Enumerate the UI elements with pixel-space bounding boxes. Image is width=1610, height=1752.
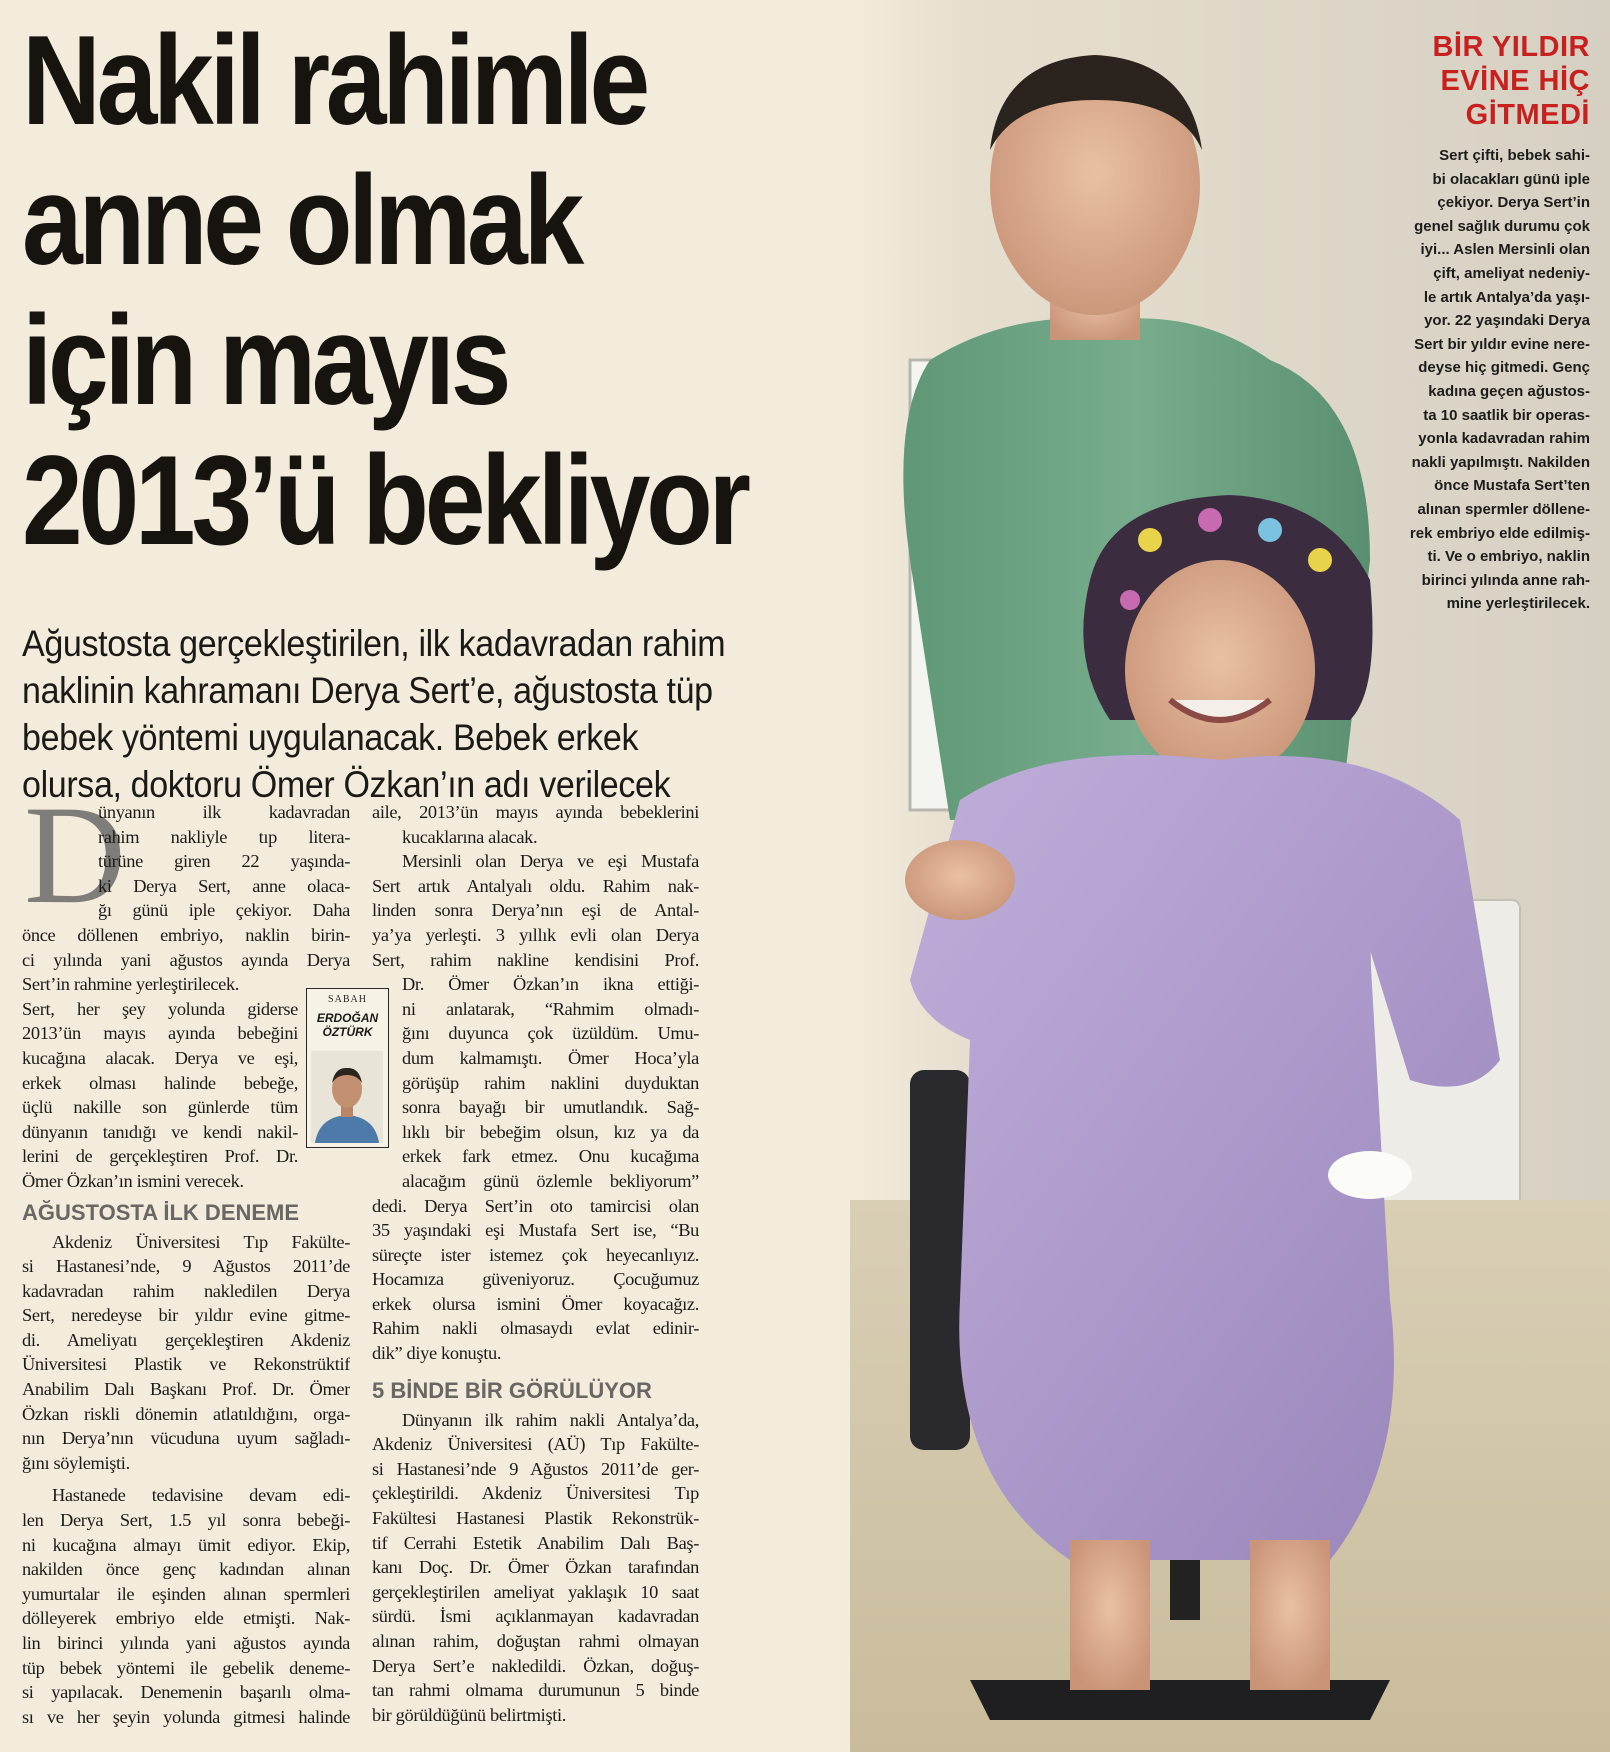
body-line: kucaklarına alacak. bbox=[402, 826, 538, 847]
sidebar-line: birinci yılında anne rah- bbox=[1421, 571, 1590, 589]
body-line: nın Derya’nın vücuduna uyum sağladı- bbox=[22, 1428, 350, 1449]
sidebar-title-line: GİTMEDİ bbox=[1465, 99, 1590, 131]
body-line: si Hastanesi’nde, 9 Ağustos 2011’de bbox=[22, 1256, 350, 1277]
body-line: önce döllenen embriyo, naklin birin- bbox=[22, 924, 350, 945]
headline-line: Nakil rahimle bbox=[22, 9, 647, 151]
body-line: tan rahmi olmama durumunun 5 binde bbox=[372, 1680, 699, 1701]
body-line: kadavradan rahim nakledilen Derya bbox=[22, 1280, 350, 1301]
body-line: dölleyerek embriyo elde etmişti. Nak- bbox=[22, 1608, 350, 1629]
headline-line: anne olmak bbox=[22, 149, 580, 291]
body-line: ci yılında yani ağustos ayında Derya bbox=[22, 949, 350, 970]
body-line: bir görüldüğünü belirtmişti. bbox=[372, 1704, 567, 1725]
body-line: Sert, her şey yolunda giderse bbox=[22, 998, 298, 1019]
article-column-2 bbox=[372, 800, 699, 1727]
subheadline-line: naklinin kahramanı Derya Sert’e, ağustosta tüp bbox=[22, 670, 713, 711]
sidebar-line: kadına geçen ağustos- bbox=[1428, 382, 1590, 400]
columnist-name bbox=[307, 1011, 388, 1039]
sidebar-line: nakli yapılmıştı. Nakilden bbox=[1411, 453, 1590, 471]
sidebar-title-line: EVİNE HİÇ bbox=[1440, 65, 1590, 97]
sidebar-line: Sert çifti, bebek sahi- bbox=[1439, 147, 1590, 164]
body-line: Sert artık Antalyalı oldu. Rahim nak- bbox=[372, 875, 699, 896]
sidebar-line: ta 10 saatlik bir operas- bbox=[1423, 406, 1590, 424]
body-line: Özkan riskli dönemin atlatıldığını, orga- bbox=[22, 1403, 350, 1424]
body-line: sürdü. İsmi açıklanmayan kadavradan bbox=[372, 1606, 699, 1627]
body-line: dik” diye konuştu. bbox=[372, 1343, 502, 1364]
body-line: ni kucağına almayı ümit ediyor. Ekip, bbox=[22, 1534, 350, 1555]
body-line: ğı günü iple çekiyor. Daha bbox=[98, 900, 350, 921]
columnist-publication: SABAH bbox=[328, 994, 367, 1005]
body-line: Akdeniz Üniversitesi (AÜ) Tıp Fakülte- bbox=[372, 1434, 699, 1455]
sidebar-line: Sert bir yıldır evine nere- bbox=[1414, 335, 1590, 353]
body-line: Fakültesi Hastanesi Plastik Rekonstrük- bbox=[372, 1508, 699, 1529]
headline-line: için mayıs bbox=[22, 289, 508, 431]
sidebar-line: alınan spermler döllene- bbox=[1417, 500, 1590, 518]
body-line: Anabilim Dalı Başkanı Prof. Dr. Ömer bbox=[22, 1379, 350, 1400]
headline-line: 2013’ü bekliyor bbox=[22, 429, 747, 571]
sidebar-body bbox=[1350, 144, 1590, 616]
article-column-1 bbox=[22, 800, 350, 1729]
body-line: rahim nakliyle tıp litera- bbox=[98, 826, 350, 847]
columnist-name-line: ÖZTÜRK bbox=[322, 1025, 373, 1039]
body-line: lıklı bir bebeğim olsun, kız ya da bbox=[402, 1121, 699, 1142]
body-line: len Derya Sert, 1.5 yıl sonra bebeği- bbox=[22, 1510, 350, 1531]
body-line: ni anlatarak, “Rahmim olmadı- bbox=[402, 998, 699, 1019]
body-line: di. Ameliyatı gerçekleştiren Akdeniz bbox=[22, 1329, 350, 1350]
sidebar-line: çift, ameliyat nedeniy- bbox=[1433, 264, 1590, 282]
body-line: nakilden önce genç kadından alınan bbox=[22, 1559, 350, 1580]
body-line: görüşüp rahim naklini duyduktan bbox=[402, 1072, 699, 1093]
body-line: sonra bayağı bir umutlandık. Sağ- bbox=[402, 1097, 699, 1118]
body-line: tif Cerrahi Estetik Anabilim Dalı Baş- bbox=[372, 1532, 699, 1553]
body-line: aile, 2013’ün mayıs ayında bebeklerini bbox=[372, 802, 699, 822]
body-line: dum kalmamıştı. Ömer Hoca’yla bbox=[402, 1047, 699, 1068]
body-line: ğını duyunca çok üzüldüm. Umu- bbox=[402, 1023, 699, 1044]
body-line: ya’ya yerleşti. 3 yıllık evli olan Derya bbox=[372, 924, 699, 945]
sidebar-line: yor. 22 yaşındaki Derya bbox=[1424, 312, 1590, 330]
body-line: Sert, rahim nakline kendisini Prof. bbox=[372, 949, 699, 970]
subheadline-line: Ağustosta gerçekleştirilen, ilk kadavradan rahim bbox=[22, 623, 726, 664]
body-line: türüne giren 22 yaşında- bbox=[98, 851, 350, 872]
body-line: Akdeniz Üniversitesi Tıp Fakülte- bbox=[52, 1231, 350, 1252]
body-line: 2013’ün mayıs ayında bebeğini bbox=[22, 1023, 298, 1044]
body-line: süreçte ister istemez çok heyecanlıyız. bbox=[372, 1244, 699, 1265]
sidebar-line: önce Mustafa Sert’ten bbox=[1434, 477, 1590, 495]
sidebar-line: le artık Antalya’da yaşı- bbox=[1423, 288, 1590, 306]
body-line: Hastanede tedavisine devam edi- bbox=[52, 1485, 350, 1506]
section-heading: 5 BİNDE BİR GÖRÜLÜYOR bbox=[372, 1377, 652, 1403]
columnist-box bbox=[306, 988, 389, 1148]
sidebar-line: bi olacakları günü iple bbox=[1432, 170, 1590, 188]
body-line: yumurtalar ile eşinden alınan spermleri bbox=[22, 1583, 350, 1604]
body-line: alacağım günü özlemle bekliyorum” bbox=[402, 1170, 699, 1191]
sidebar-line: genel sağlık durumu çok bbox=[1414, 217, 1590, 235]
body-line: alınan rahim, doğuştan rahmi olmayan bbox=[372, 1631, 699, 1651]
body-line: Mersinli olan Derya ve eşi Mustafa bbox=[402, 851, 699, 872]
body-line: sı ve her şeyin yolunda gitmesi halinde bbox=[22, 1706, 350, 1727]
sidebar-box bbox=[1350, 30, 1590, 616]
headline bbox=[22, 10, 902, 570]
body-line: dedi. Derya Sert’in oto tamircisi olan bbox=[372, 1195, 699, 1216]
body-line: gerçekleştirilen ameliyat yaklaşık 10 saat bbox=[372, 1581, 699, 1602]
sidebar-line: yonla kadavradan rahim bbox=[1418, 430, 1590, 448]
body-line: erkek olması halinde bebeğe, bbox=[22, 1072, 298, 1093]
body-line: Rahim nakli olmasaydı evlat edinir- bbox=[372, 1318, 699, 1339]
body-line: Hocamıza güveniyoruz. Çocuğumuz bbox=[372, 1269, 699, 1290]
body-line: üçlü nakille son günlerde tüm bbox=[22, 1097, 298, 1118]
subheadline-line: olursa, doktoru Ömer Özkan’ın adı verilecek bbox=[22, 764, 671, 805]
body-line: ünyanın ilk kadavradan bbox=[98, 802, 350, 822]
body-line: si Hastanesi’nde 9 Ağustos 2011’de ger- bbox=[372, 1458, 699, 1479]
body-line: lin birinci yılında yani ağustos ayında bbox=[22, 1633, 350, 1653]
body-line: tüp bebek yöntemi ile gebelik deneme- bbox=[22, 1657, 350, 1678]
section-heading: AĞUSTOSTA İLK DENEME bbox=[22, 1199, 300, 1225]
body-line: Derya Sert’e nakledildi. Özkan, doğuş- bbox=[372, 1655, 699, 1676]
subheadline bbox=[22, 620, 802, 808]
sidebar-line: ti. Ve o embriyo, naklin bbox=[1427, 548, 1590, 566]
body-line: ki Derya Sert, anne olaca- bbox=[98, 875, 350, 896]
body-line: linden sonra Derya’nın eşi de Antal- bbox=[372, 900, 699, 921]
drop-cap: D bbox=[24, 777, 126, 933]
body-line: si yapılacak. Denemenin başarılı olma- bbox=[22, 1682, 350, 1703]
body-line: kanı Doç. Dr. Ömer Özkan tarafından bbox=[372, 1557, 699, 1578]
body-line: çekleştirildi. Akdeniz Üniversitesi Tıp bbox=[372, 1483, 699, 1504]
columnist-portrait bbox=[311, 1051, 383, 1143]
sidebar-title bbox=[1350, 30, 1590, 132]
body-line: Ömer Özkan’ın ismini verecek. bbox=[22, 1170, 244, 1191]
body-line: kucağına alacak. Derya ve eşi, bbox=[22, 1047, 298, 1068]
body-line: erkek olursa ismini Ömer koyacağız. bbox=[372, 1293, 699, 1314]
columnist-name-line: ERDOĞAN bbox=[316, 1011, 379, 1025]
body-line: dünyanın tanıdığı ve kendi nakil- bbox=[22, 1121, 298, 1142]
sidebar-line: çekiyor. Derya Sert’in bbox=[1437, 194, 1590, 212]
body-line: ğını söylemişti. bbox=[22, 1452, 130, 1473]
sidebar-title-line: BİR YILDIR bbox=[1432, 31, 1590, 63]
body-line: Sert’in rahmine yerleştirilecek. bbox=[22, 974, 240, 995]
body-line: Üniversitesi Plastik ve Rekonstrüktif bbox=[22, 1354, 350, 1375]
sidebar-line: iyi... Aslen Mersinli olan bbox=[1420, 241, 1590, 259]
body-line: Sert, neredeyse bir yıldır evine gitme- bbox=[22, 1305, 350, 1326]
sidebar-line: mine yerleştirilecek. bbox=[1446, 595, 1590, 613]
body-line: lerini de gerçekleştiren Prof. Dr. bbox=[22, 1146, 298, 1167]
subheadline-line: bebek yöntemi uygulanacak. Bebek erkek bbox=[22, 717, 639, 758]
body-line: erkek fark etmez. Onu kucağıma bbox=[402, 1146, 699, 1167]
body-line: Dr. Ömer Özkan’ın ikna ettiği- bbox=[402, 974, 699, 995]
body-line: 35 yaşındaki eşi Mustafa Sert ise, “Bu bbox=[372, 1220, 699, 1241]
sidebar-line: rek embriyo elde edilmiş- bbox=[1409, 524, 1590, 542]
body-line: Dünyanın ilk rahim nakli Antalya’da, bbox=[402, 1409, 699, 1430]
sidebar-line: deyse hiç gitmedi. Genç bbox=[1418, 359, 1590, 377]
